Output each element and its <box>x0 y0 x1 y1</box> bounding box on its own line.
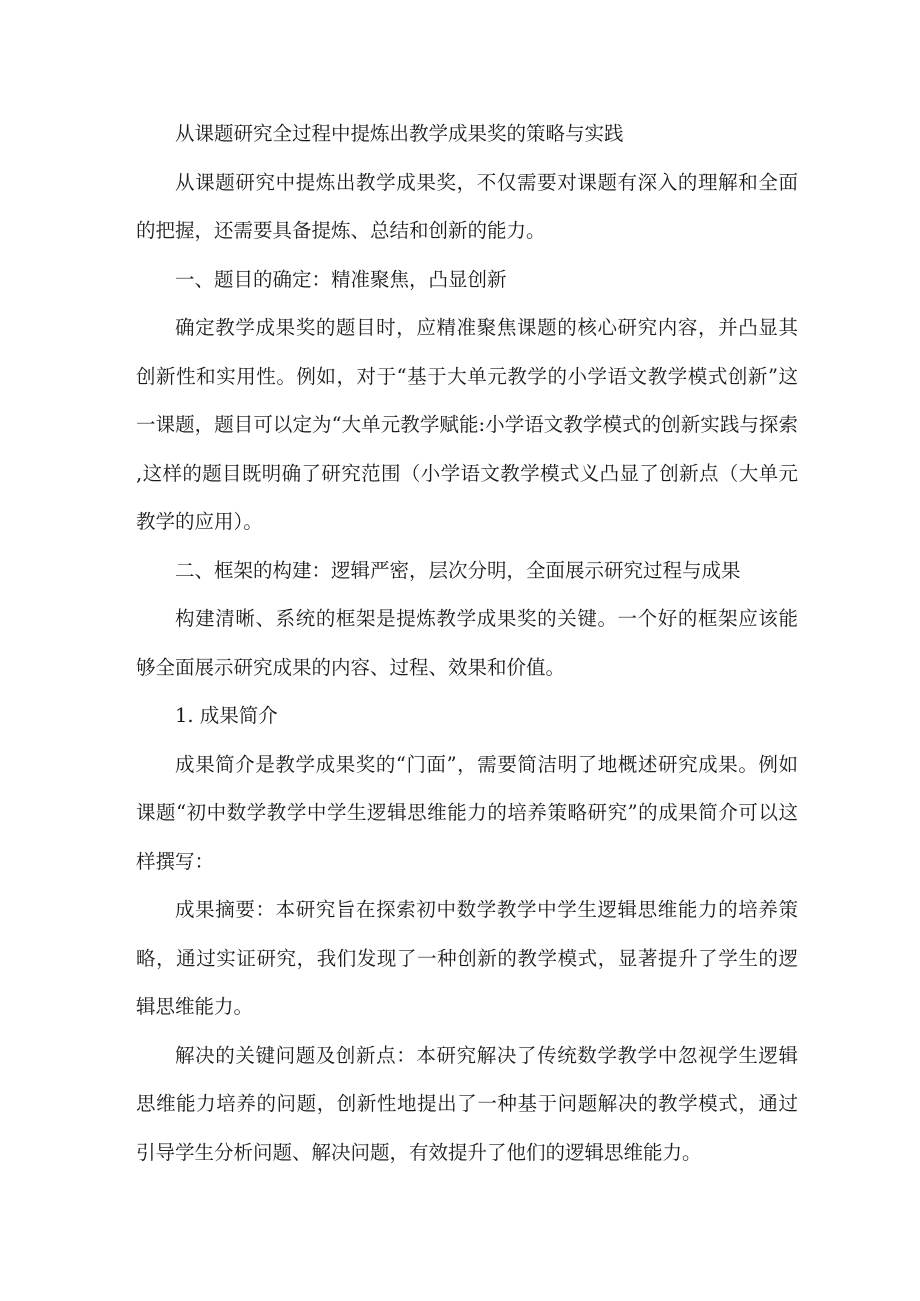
section-heading-1: 一、题目的确定：精准聚焦，凸显创新 <box>175 267 507 291</box>
key-problems-paragraph: 解决的关键问题及创新点：本研究解决了传统数学教学中忽视学生逻辑思维能力培养的问题，创新性地提出了一种基于问题解决的教学模式，通过引导学生分析问题、解决问题，有效提升了他们的逻辑思维能力。 <box>136 1043 798 1164</box>
intro-paragraph: 从课题研究中提炼出教学成果奖，不仅需要对课题有深入的理解和全面的把握，还需要具备提炼、总结和创新的能力。 <box>136 170 798 242</box>
section-2-paragraph: 构建清晰、系统的框架是提炼教学成果奖的关键。一个好的框架应该能够全面展示研究成果的内容、过程、效果和价值。 <box>136 607 798 679</box>
section-heading-2: 二、框架的构建：逻辑严密，层次分明，全面展示研究过程与成果 <box>175 558 741 582</box>
section-1-paragraph: 确定教学成果奖的题目时，应精准聚焦课题的核心研究内容，并凸显其创新性和实用性。例如，对于“基于大单元教学的小学语文教学模式创新”这一课题，题目可以定为“大单元教学赋能:小学语文教学模式的创新实践与探索,这样的题目既明确了研究范围（小学语文教学模式义凸显了创新点（大单元教学的应用）。 <box>136 316 798 533</box>
abstract-paragraph: 成果摘要：本研究旨在探索初中数学教学中学生逻辑思维能力的培养策略，通过实证研究，我们发现了一种创新的教学模式，显著提升了学生的逻辑思维能力。 <box>136 898 798 1018</box>
subsection-heading-1: 1. 成果简介 <box>175 704 278 727</box>
document-body <box>136 110 798 1177</box>
subsection-1-paragraph: 成果简介是教学成果奖的“门面”，需要简洁明了地概述研究成果。例如课题“初中数学教学中学生逻辑思维能力的培养策略研究”的成果简介可以这样撰写： <box>136 752 798 873</box>
document-title: 从课题研究全过程中提炼出教学成果奖的策略与实践 <box>175 122 624 145</box>
